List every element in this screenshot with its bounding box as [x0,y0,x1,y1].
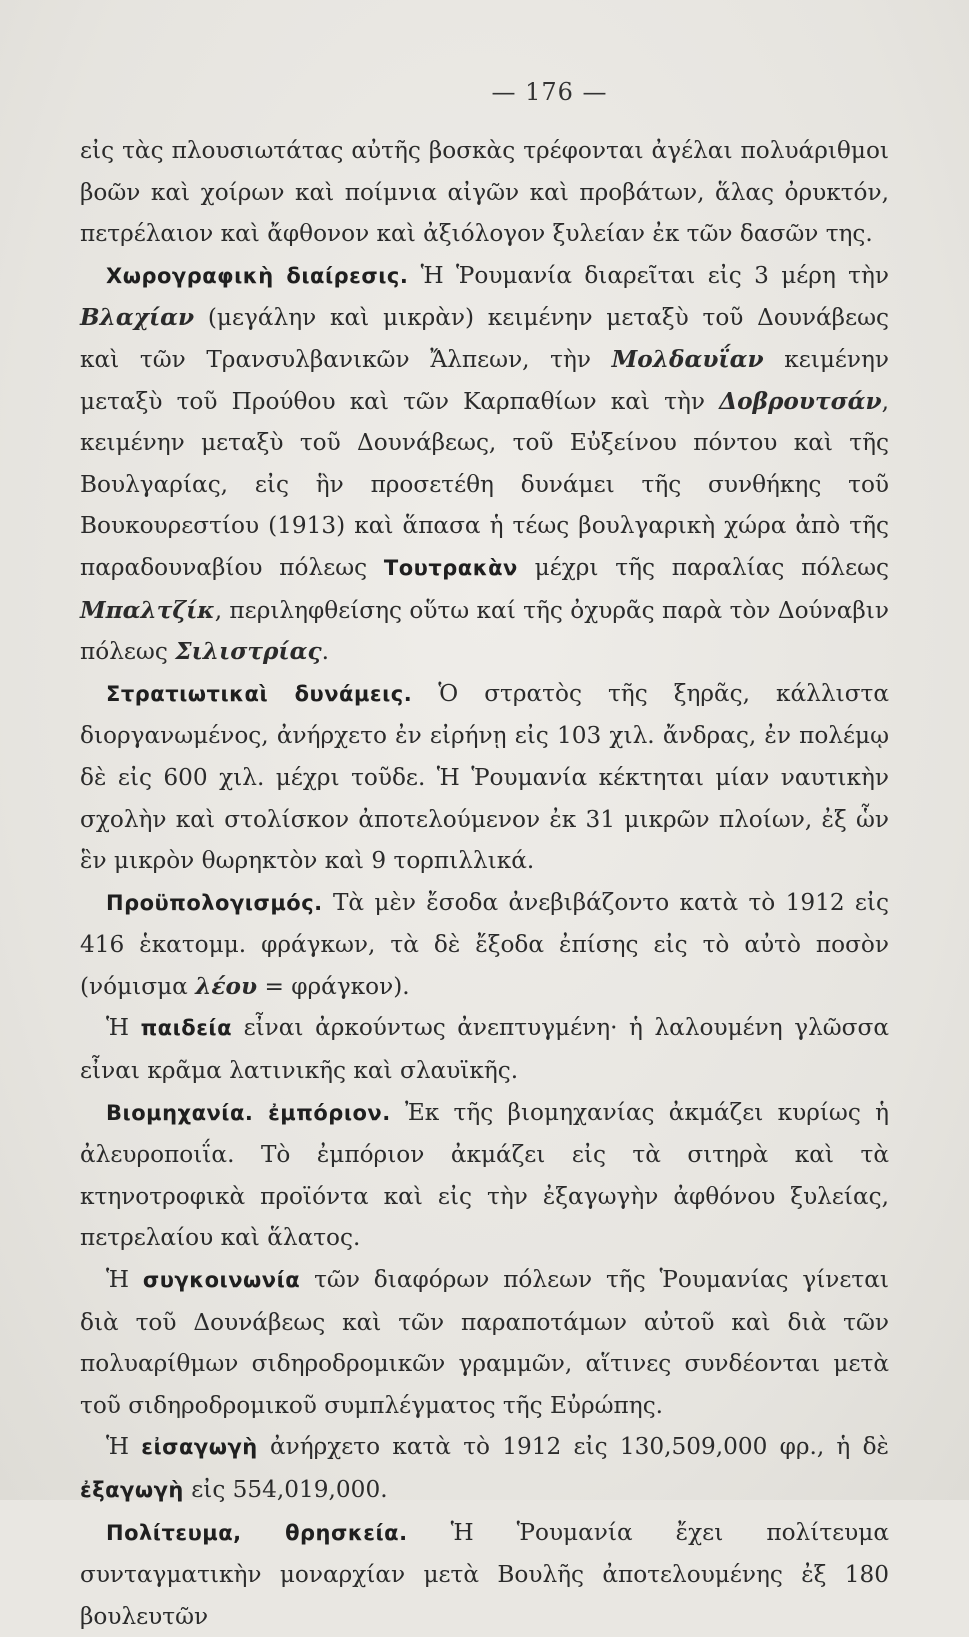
term-communication: συγκοινωνία [142,1268,301,1293]
term-imports: εἰσαγωγὴ [141,1435,258,1460]
paragraph-pastures [80,130,889,255]
paragraph-text: Ἡ [106,1014,141,1042]
section-heading: Προϋπολογισμός. [106,890,323,915]
paragraph-text: μέχρι τῆς παραλίας πόλεως [517,553,890,581]
place-name-wallachia: Βλαχίαν [80,304,195,332]
place-name-balchik: Μπαλτζίκ [80,596,215,624]
term-education: παιδεία [140,1016,233,1041]
place-name-dobruja: Δοβρουτσάν [719,387,882,415]
paragraph-text: Ὁ στρατὸς τῆς ξηρᾶς, κάλλιστα διοργανωμένος, ἀνήρχετο ἐν εἰρήνῃ εἰς 103 χιλ. ἄνδρας, ἐν πολέμῳ δὲ εἰς 600 χιλ. μέχρι τοῦδε. Ἡ Ῥουμανία κέκτηται μίαν ναυτικὴν σχολὴν καὶ στολίσκον ἀποτελούμενον ἐκ 31 μικρῶν πλοίων, ἐξ ὧν ἓν μικρὸν θωρηκτὸν καὶ 9 τορπιλλικά. [80,679,890,875]
paragraph-text: (μεγάλην καὶ μικρὰν) κειμένην μεταξὺ τοῦ Δουνάβεως καὶ τῶν Τρανσυλβανικῶν Ἄλπεων, τὴν [80,304,889,373]
term-exports: ἐξαγωγὴ [80,1478,184,1502]
section-heading: Χωρογραφικὴ διαίρεσις. [106,263,409,288]
paragraph-text: Ἐκ τῆς βιομηχανίας ἀκμάζει κυρίως ἡ ἀλευροποιΐα. Τὸ ἐμπόριον ἀκμάζει εἰς τὰ σιτηρὰ καὶ τὰ κτηνοτροφικὰ προϊόντα καὶ εἰς τὴν ἐξαγωγὴν ἀφθόνου ξυλείας, πετρελαίου καὶ ἅλατος. [80,1098,889,1252]
paragraph-text: Ἡ Ῥουμανία διαρεῖται εἰς 3 μέρη τὴν [408,261,889,289]
paragraph-text: εἶναι ἀρκούντως ἀνεπτυγμένη· ἡ λαλουμένη γλῶσσα εἶναι κρᾶμα λατινικῆς καὶ σλαυϊκῆς. [80,1014,889,1085]
paragraph-text: κειμένην μεταξὺ τοῦ Προύθου καὶ τῶν Καρπαθίων καὶ τὴν [80,345,889,415]
place-name-silistra: Σιλιστρίας [175,638,322,666]
paragraph-text: , περιληφθείσης οὕτω καί τῆς ὀχυρᾶς παρὰ τὸν Δούναβιν πόλεως [80,596,889,666]
paragraph-text: , κειμένην μεταξὺ τοῦ Δουνάβεως, τοῦ Εὐξείνου πόντου καὶ τῆς Βουλγαρίας, εἰς ἣν προσετέθη δυνάμει τῆς συνθήκης τοῦ Βουκουρεστίου (1913) καὶ ἅπασα ἡ τέως βουλγαρικὴ χώρα ἀπὸ τῆς παραδουναβίου πόλεως [80,387,889,581]
paragraph-education [80,1007,889,1091]
paragraph-text: = φράγκον). [257,972,410,1000]
section-heading: Στρατιωτικαὶ δυνάμεις. [106,681,413,706]
paragraph-trade-figures [80,1426,889,1511]
paragraph-communication [80,1259,889,1426]
paragraph-text: Ἡ [106,1433,142,1461]
paragraph-text: Ἡ [106,1266,143,1294]
section-heading: Πολίτευμα, θρησκεία. [106,1520,408,1545]
paragraph-text: . [321,638,329,666]
paragraph-text: εἰς τὰς πλουσιωτάτας αὐτῆς βοσκὰς τρέφονται ἀγέλαι πολυάριθμοι βοῶν καὶ χοίρων καὶ ποίμνια αἰγῶν καὶ προβάτων, ἅλας ὀρυκτόν, πετρέλαιον καὶ ἄφθονον καὶ ἀξιόλογον ξυλείαν ἐκ τῶν δασῶν της. [80,137,889,248]
paragraph-geographic-division [80,255,889,673]
place-name-moldavia: Μολδαυΐαν [611,345,764,373]
page-number: — 176 — [491,78,608,106]
currency-name: λέου [195,972,258,1000]
paragraph-text: εἰς 554,019,000. [183,1476,388,1503]
paragraph-government-religion [80,1512,889,1637]
place-name-tutrakan: Τουτρακὰν [383,555,518,580]
paragraph-text: τῶν διαφόρων πόλεων τῆς Ῥουμανίας γίνεται διὰ τοῦ Δουνάβεως καὶ τῶν παραποτάμων αὐτοῦ καὶ διὰ τῶν πολυαρίθμων σιδηροδρομικῶν γραμμῶν, αἵτινες συνδέονται μετὰ τοῦ σιδηροδρομικοῦ συμπλέγματος τῆς Εὐρώπης. [80,1266,889,1419]
paragraph-industry-commerce [80,1092,889,1259]
paragraph-budget [80,882,889,1008]
paragraph-text: Τὰ μὲν ἔσοδα ἀνεβιβάζοντο κατὰ τὸ 1912 εἰς 416 ἑκατομμ. φράγκων, τὰ δὲ ἔξοδα ἐπίσης εἰς τὸ αὐτὸ ποσὸν (νόμισμα [80,888,889,1000]
paragraph-text: ἀνήρχετο κατὰ τὸ 1912 εἰς 130,509,000 φρ., ἡ δὲ [257,1433,889,1461]
paragraph-text: Ἡ Ῥουμανία ἔχει πολίτευμα συνταγματικὴν μοναρχίαν μετὰ Βουλῆς ἀποτελουμένης ἐξ 180 βουλευτῶν [80,1518,889,1630]
paragraph-military-forces [80,673,889,882]
section-heading: Βιομηχανία. ἐμπόριον. [106,1100,391,1125]
